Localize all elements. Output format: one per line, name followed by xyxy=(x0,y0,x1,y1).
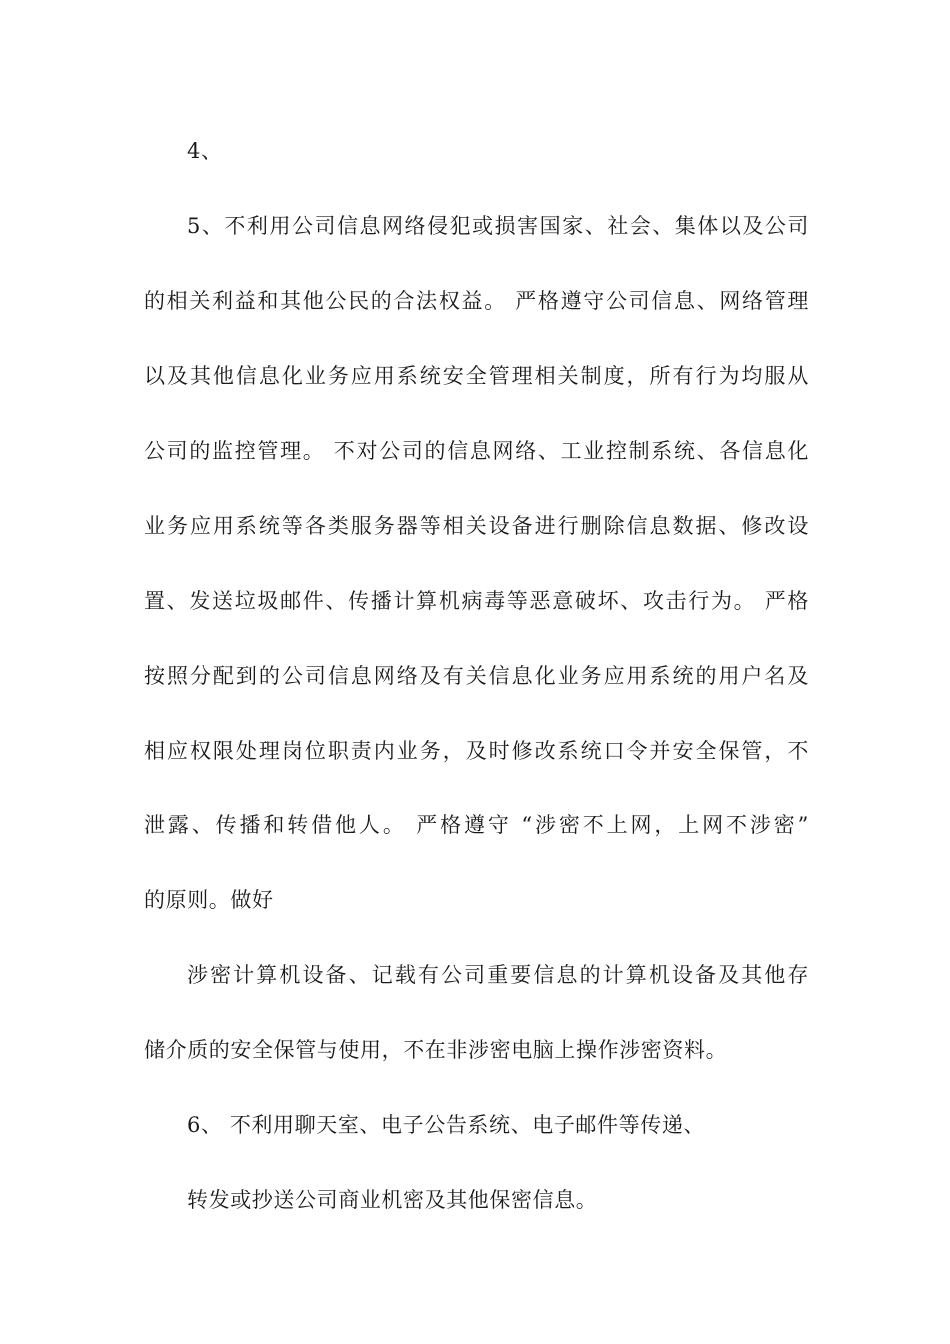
paragraph-line: 的原则。做好 xyxy=(144,888,274,912)
paragraph-line: 置、发送垃圾邮件、传播计算机病毒等恶意破坏、攻击行为。 严格 xyxy=(144,589,809,613)
list-item-4: 4、 xyxy=(187,139,223,163)
paragraph-line: 相应权限处理岗位职责内业务，及时修改系统口令并安全保管，不 xyxy=(144,739,809,763)
paragraph-line: 5、不利用公司信息网络侵犯或损害国家、社会、集体以及公司 xyxy=(187,214,809,238)
paragraph-line: 转发或抄送公司商业机密及其他保密信息。 xyxy=(187,1188,598,1212)
paragraph-line: 按照分配到的公司信息网络及有关信息化业务应用系统的用户名及 xyxy=(144,664,809,688)
paragraph-line: 涉密计算机设备、记载有公司重要信息的计算机设备及其他存 xyxy=(187,963,809,987)
paragraph-line: 公司的监控管理。 不对公司的信息网络、工业控制系统、各信息化 xyxy=(144,439,809,463)
paragraph-line: 泄露、传播和转借他人。 严格遵守 “涉密不上网，上网不涉密” xyxy=(144,813,809,837)
paragraph-line: 以及其他信息化业务应用系统安全管理相关制度，所有行为均服从 xyxy=(144,364,809,388)
paragraph-line: 的相关利益和其他公民的合法权益。 严格遵守公司信息、网络管理 xyxy=(144,289,809,313)
paragraph-line: 储介质的安全保管与使用，不在非涉密电脑上操作涉密资料。 xyxy=(144,1038,728,1062)
paragraph-line: 业务应用系统等各类服务器等相关设备进行删除信息数据、修改设 xyxy=(144,514,809,538)
list-item-6: 6、 不利用聊天室、电子公告系统、电子邮件等传递、 xyxy=(187,1113,706,1137)
